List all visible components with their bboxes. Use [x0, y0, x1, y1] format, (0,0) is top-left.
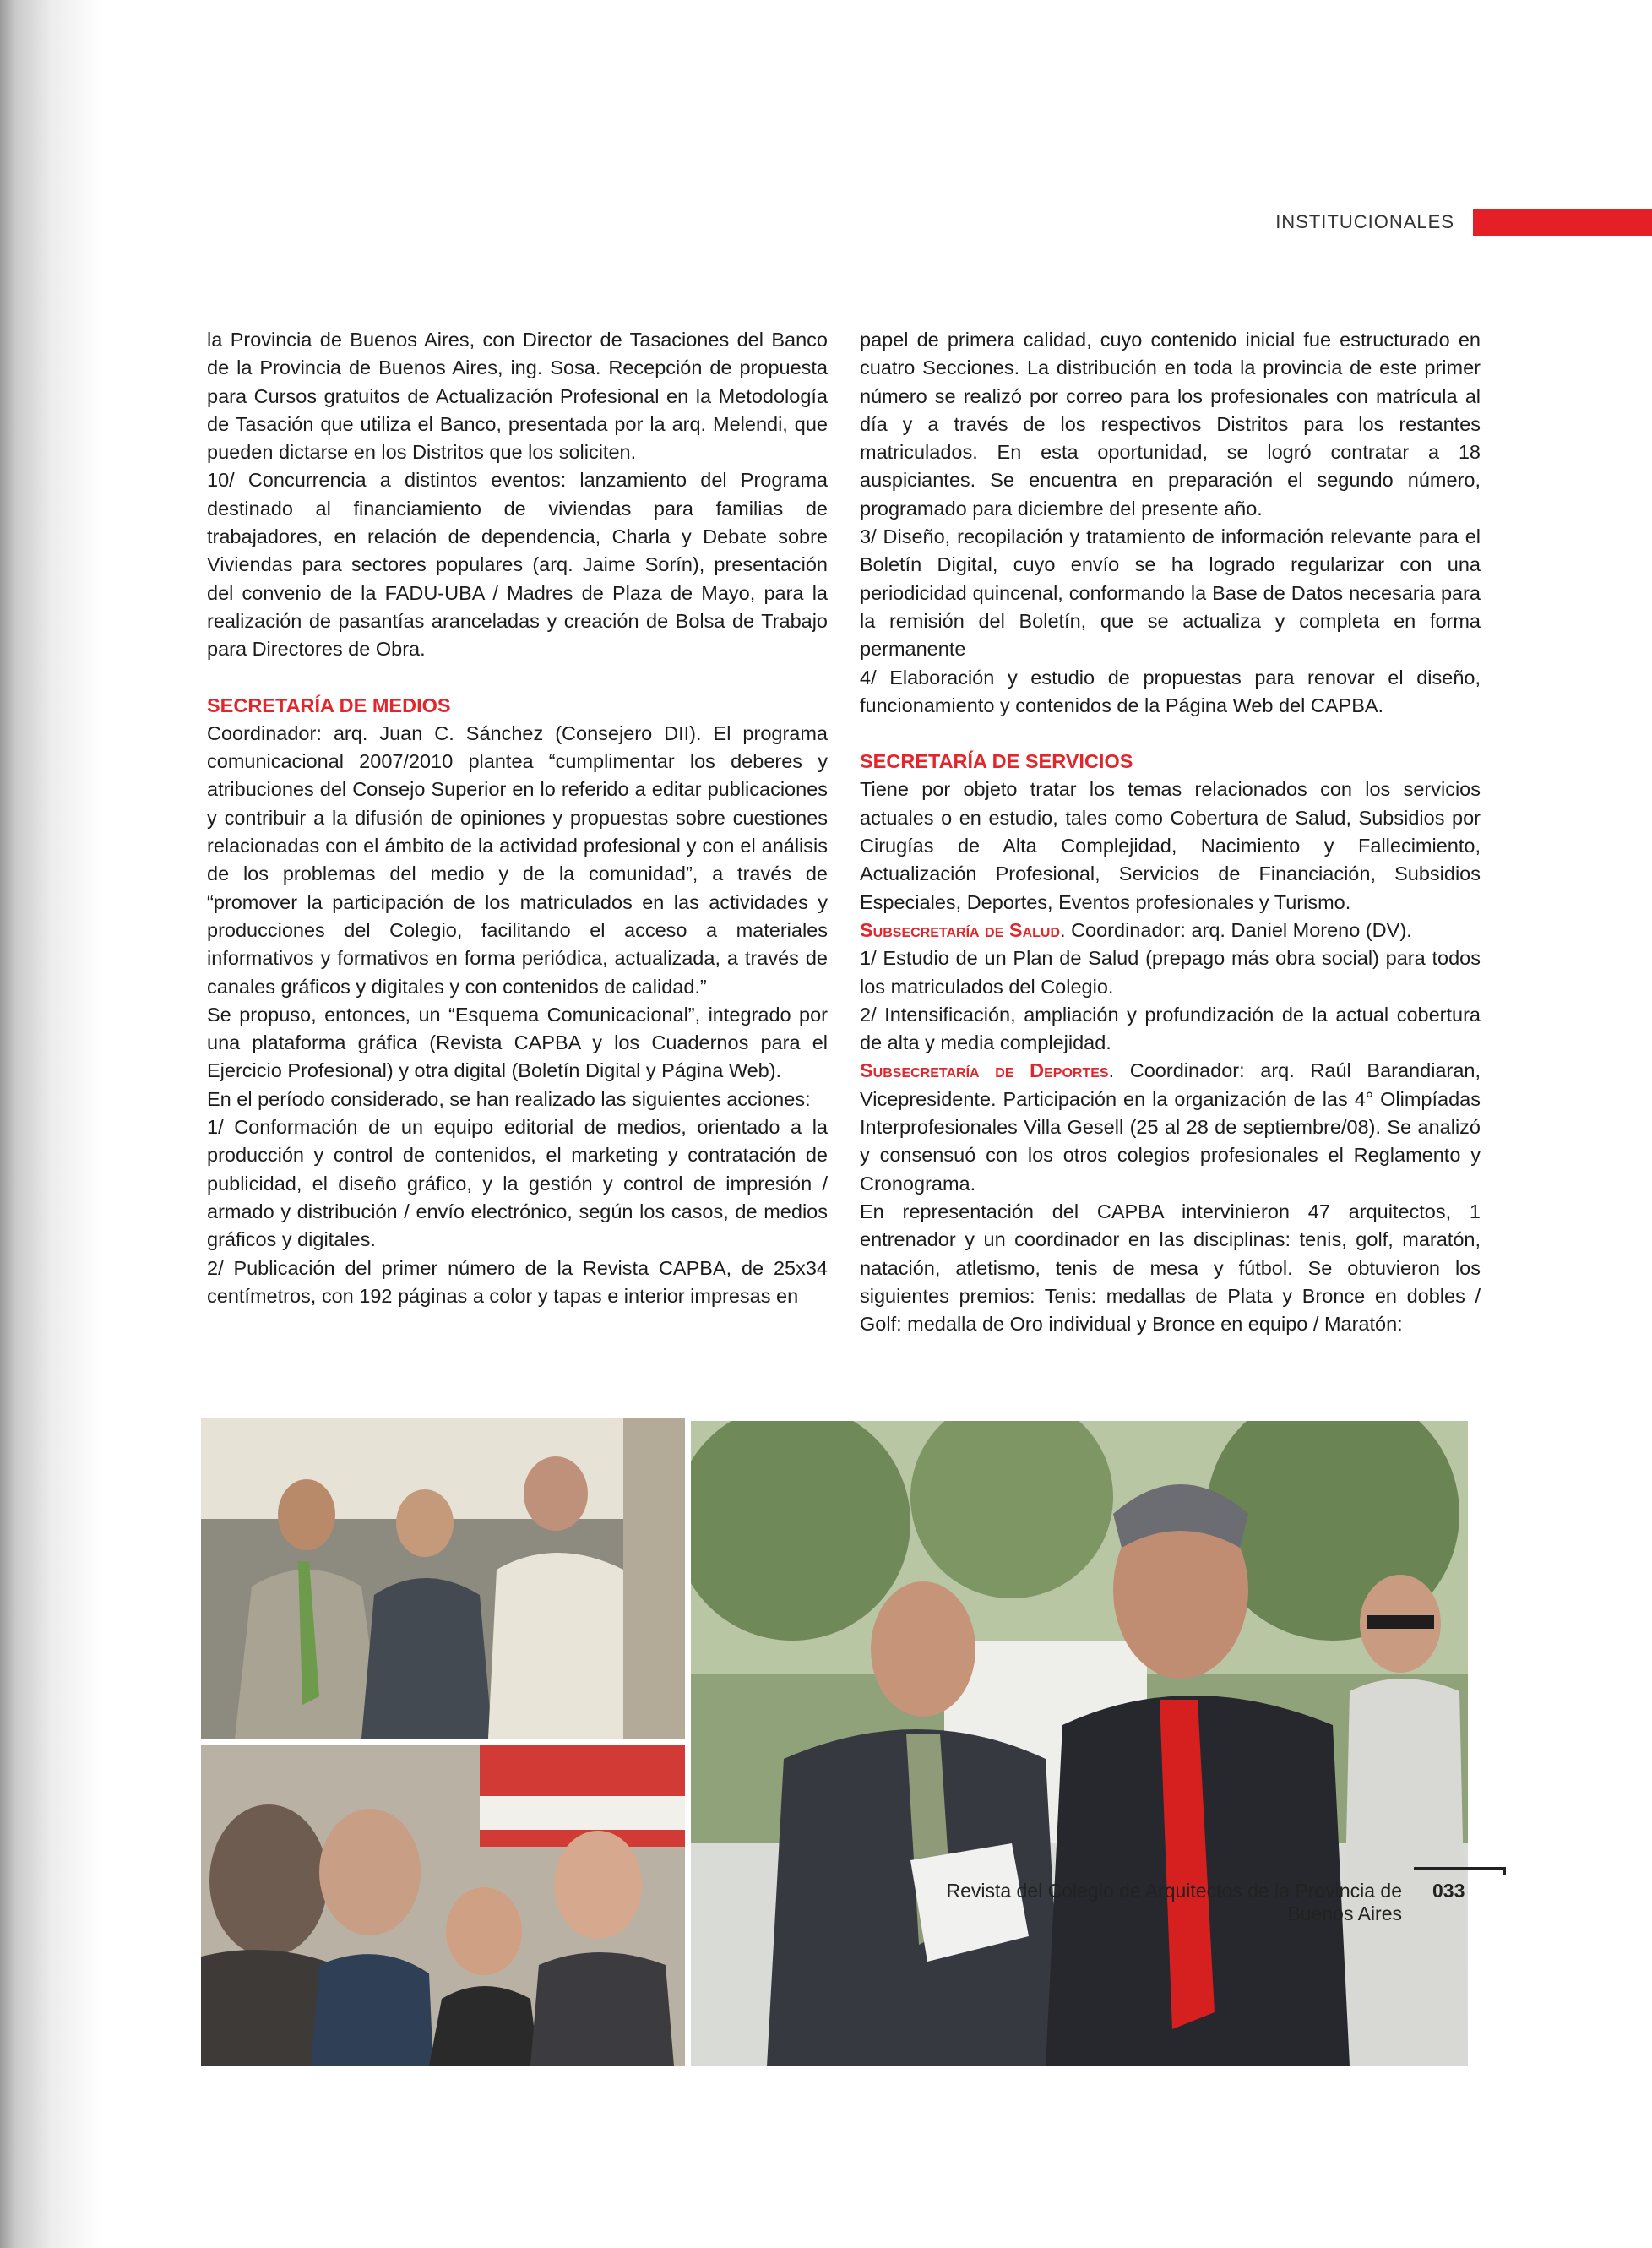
photo-men-talking	[201, 1745, 685, 2066]
paragraph: papel de primera calidad, cuyo contenido inicial fue estructurado en cuatro Secciones. La distribución en toda la provincia de este primer número se realizó por correo para los profesionales con matrícula al día y a través de los respectivos Distritos para los restantes matriculados. En esta oportunidad, se logró contratar a 18 auspiciantes. Se encuentra en preparación el segundo número, programado para diciembre del presente año.	[860, 329, 1481, 520]
paragraph: Coordinador: arq. Juan C. Sánchez (Consejero DII). El programa comunicacional 2007/2010 plantea “cumplimentar los deberes y atribuciones del Consejo Superior en lo referido a editar publicaciones y contribuir a la difusión de opiniones y propuestas sobre cuestiones relacionadas con el ámbito de la actividad profesional y con el análisis de los problemas del medio y de la comunidad”, a través de “promover la participación de los matriculados en las actividades y producciones del Colegio, facilitando el acceso a materiales informativos y formativos en forma periódica, actualizada, a través de canales gráficos y digitales y con contenidos de calidad.”	[207, 721, 828, 998]
deportes-text: . Coordinador: arq. Raúl Barandiaran, Vicepresidente. Participación en la organización de las 4° Olimpíadas Interprofesionales Villa Gesell (25 al 28 de septiembre/08). Se analizó y consensuó con los otros colegios profesionales el Reglamento y Cronograma.	[860, 1059, 1481, 1195]
heading-secretaria-servicios: SECRETARÍA DE SERVICIOS	[860, 750, 1133, 773]
left-column	[207, 326, 828, 1310]
footer-rule	[1414, 1867, 1505, 1870]
paragraph: 3/ Diseño, recopilación y tratamiento de información relevante para el Boletín Digital, cuyo envío se ha logrado regularizar con una periodicidad quincenal, conformando la Base de Datos necesaria para la remisión del Boletín, que se actualiza y completa en forma permanente	[860, 525, 1481, 661]
paragraph: En el período considerado, se han realizado las siguientes acciones:	[207, 1087, 811, 1110]
page-number: 033	[1432, 1880, 1465, 1902]
footer-publication-title: Revista del Colegio de Arquitectos de la Provincia de Buenos Aires	[946, 1880, 1402, 1924]
paragraph: Se propuso, entonces, un “Esquema Comunicacional”, integrado por una plataforma gráfica (Revista CAPBA y los Cuadernos para el Ejercicio Profesional) y otra digital (Boletín Digital y Página Web).	[207, 1003, 828, 1082]
right-column	[860, 326, 1481, 1338]
salud-text: . Coordinador: arq. Daniel Moreno (DV).	[1060, 918, 1412, 941]
photo-group-three-men	[201, 1418, 685, 1739]
binding-shadow	[0, 0, 101, 2248]
paragraph-salud	[860, 917, 1481, 944]
paragraph: la Provincia de Buenos Aires, con Director de Tasaciones del Banco de la Provincia de Buenos Aires, ing. Sosa. Recepción de propuesta para Cursos gratuitos de Actualización Profesional en la Metodología de Tasación que utiliza el Banco, presentada por la arq. Melendi, que pueden dictarse en los Distritos que los soliciten.	[207, 329, 828, 464]
paragraph: 2/ Intensificación, ampliación y profundización de la actual cobertura de alta y media complejidad.	[860, 1003, 1481, 1054]
paragraph-deportes	[860, 1057, 1481, 1197]
paragraph: 10/ Concurrencia a distintos eventos: lanzamiento del Programa destinado al financiamiento de viviendas para familias de trabajadores, en relación de dependencia, Charla y Debate sobre Viviendas para sectores populares (arq. Jaime Sorín), presentación del convenio de la FADU-UBA / Madres de Plaza de Mayo, para la realización de pasantías aranceladas y creación de Bolsa de Trabajo para Directores de Obra.	[207, 469, 828, 661]
paragraph: 4/ Elaboración y estudio de propuestas para renovar el diseño, funcionamiento y contenidos de la Página Web del CAPBA.	[860, 666, 1481, 716]
paragraph: 2/ Publicación del primer número de la Revista CAPBA, de 25x34 centímetros, con 192 páginas a color y tapas e interior impresas en	[207, 1256, 828, 1307]
section-label: INSTITUCIONALES	[1275, 211, 1454, 232]
paragraph: Tiene por objeto tratar los temas relacionados con los servicios actuales o en estudio, tales como Cobertura de Salud, Subsidios por Cirugías de Alta Complejidad, Nacimiento y Fallecimiento, Actualización Profesional, Servicios de Financiación, Subsidios Especiales, Deportes, Eventos profesionales y Turismo.	[860, 778, 1481, 913]
photo-outdoor-conversation	[691, 1421, 1468, 2066]
footer-rule-tick	[1503, 1867, 1506, 1875]
subsection-label-deportes: Subsecretaría de Deportes	[860, 1059, 1109, 1082]
heading-secretaria-medios: SECRETARÍA DE MEDIOS	[207, 694, 451, 716]
subsection-label-salud: Subsecretaría de Salud	[860, 918, 1061, 941]
section-color-bar	[1473, 209, 1652, 236]
paragraph: En representación del CAPBA intervinieron 47 arquitectos, 1 entrenador y un coordinador en las disciplinas: tenis, golf, maratón, natación, atletismo, tenis de mesa y fútbol. Se obtuvieron los siguientes premios: Tenis: medallas de Plata y Bronce en dobles / Golf: medalla de Oro individual y Bronce en equipo / Maratón:	[860, 1200, 1481, 1336]
paragraph: 1/ Conformación de un equipo editorial de medios, orientado a la producción y control de contenidos, el marketing y contratación de publicidad, el diseño gráfico, y la gestión y control de impresión / armado y distribución / envío electrónico, según los casos, de medios gráficos y digitales.	[207, 1116, 828, 1251]
paragraph: 1/ Estudio de un Plan de Salud (prepago más obra social) para todos los matriculados del Colegio.	[860, 947, 1481, 998]
